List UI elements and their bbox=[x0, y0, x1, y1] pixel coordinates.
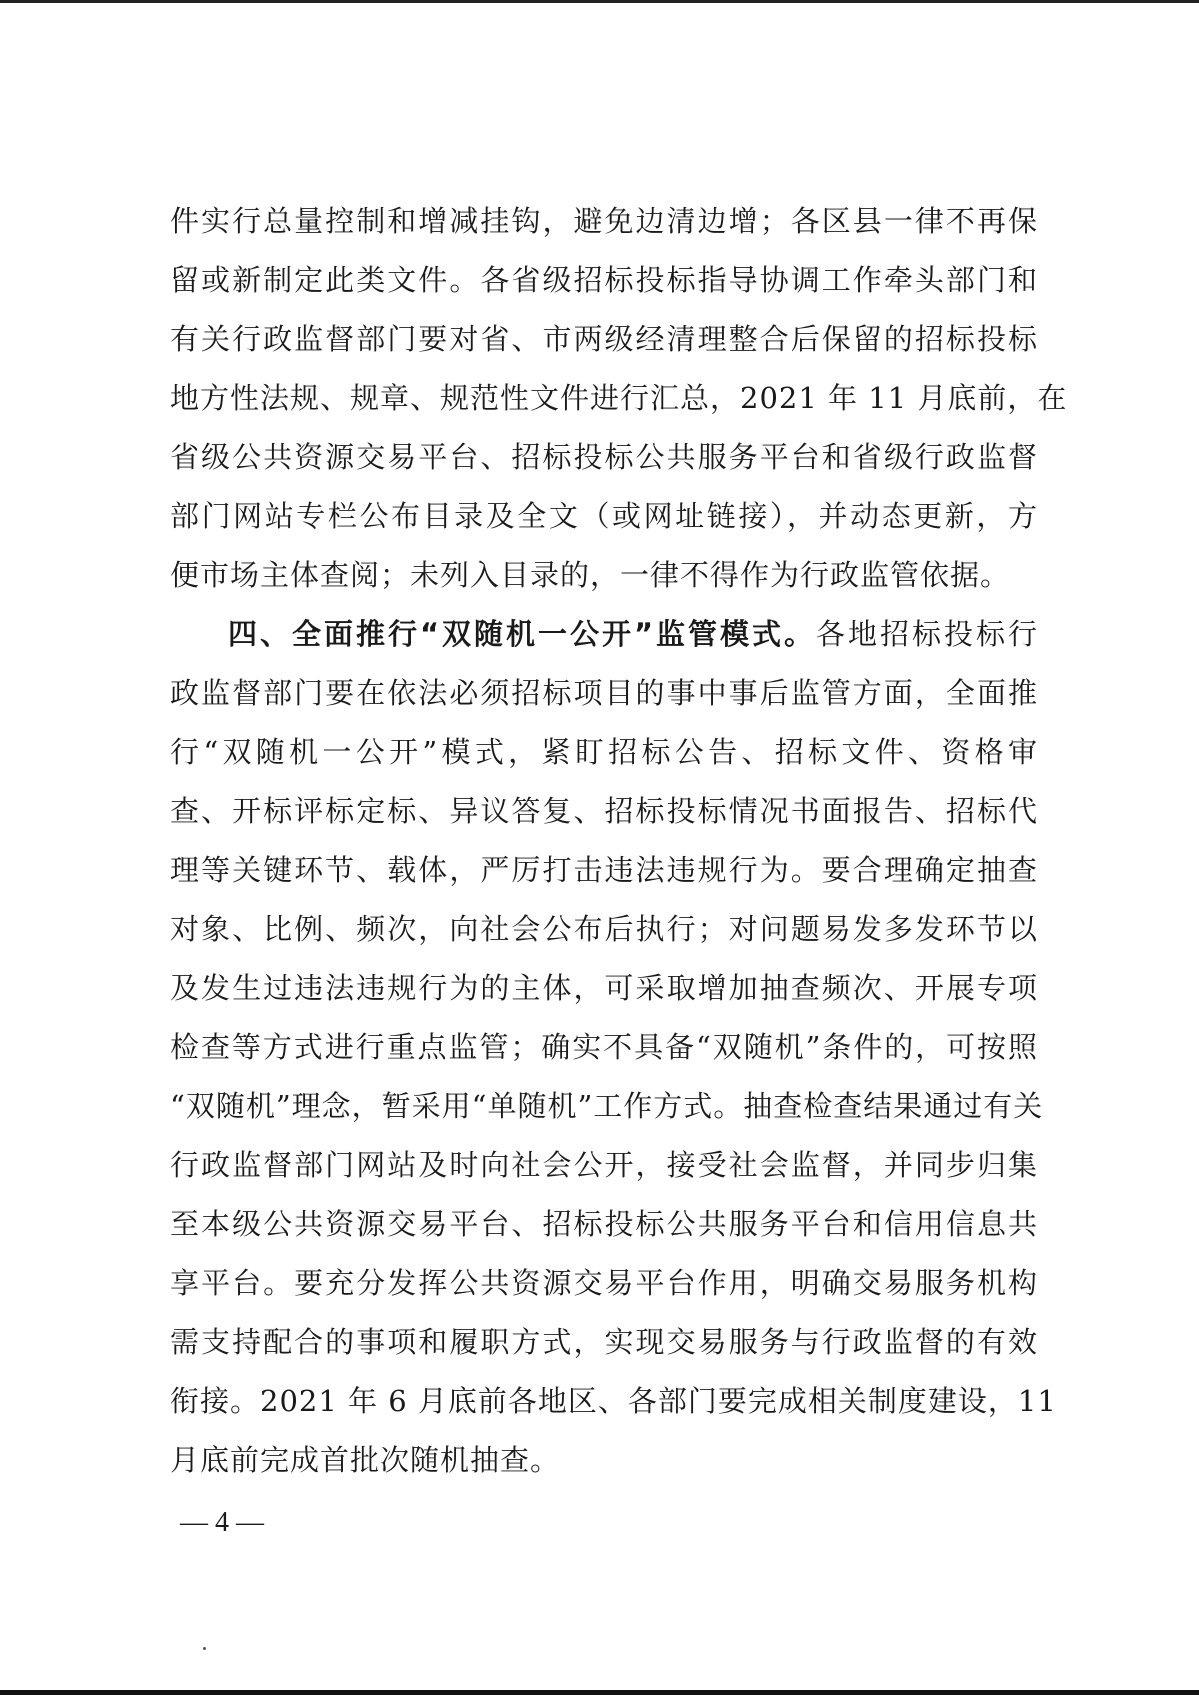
body-line-4: 地方性法规、规章、规范性文件进行汇总，2021 年 11 月底前，在 bbox=[170, 381, 1068, 415]
section-4-line: 行“双随机一公开”模式，紧盯招标公告、招标文件、资格审 bbox=[170, 735, 1038, 769]
scan-border-bottom bbox=[0, 1690, 1199, 1695]
section-4-line: 理等关键环节、载体，严厉打击违法违规行为。要合理确定抽查 bbox=[170, 853, 1038, 887]
section-4-line: 对象、比例、频次，向社会公布后执行；对问题易发多发环节以 bbox=[170, 912, 1038, 946]
section-4-heading: 四、全面推行“双随机一公开”监管模式。 bbox=[228, 617, 817, 651]
body-line-3: 有关行政监督部门要对省、市两级经清理整合后保留的招标投标 bbox=[170, 322, 1038, 356]
section-4-line: 政监督部门要在依法必须招标项目的事中事后监管方面，全面推 bbox=[170, 676, 1038, 710]
section-4-line: 享平台。要充分发挥公共资源交易平台作用，明确交易服务机构 bbox=[170, 1266, 1038, 1300]
page-number: — 4 — bbox=[180, 1507, 264, 1538]
section-4-line: “双随机”理念，暂采用“单随机”工作方式。抽查检查结果通过有关 bbox=[170, 1089, 1044, 1123]
section-4-line: 行政监督部门网站及时向社会公开，接受社会监督，并同步归集 bbox=[170, 1148, 1038, 1182]
section-4-line: 至本级公共资源交易平台、招标投标公共服务平台和信用信息共 bbox=[170, 1207, 1038, 1241]
document-body bbox=[170, 192, 1068, 1490]
body-line-7: 便市场主体查阅；未列入目录的，一律不得作为行政监管依据。 bbox=[170, 558, 1011, 592]
body-line-2: 留或新制定此类文件。各省级招标投标指导协调工作牵头部门和 bbox=[170, 263, 1038, 297]
scan-speck bbox=[203, 1647, 206, 1650]
scan-border-top bbox=[0, 0, 1199, 3]
section-4-line: 月底前完成首批次随机抽查。 bbox=[170, 1443, 561, 1477]
body-line-6: 部门网站专栏公布目录及全文（或网址链接），并动态更新，方 bbox=[170, 499, 1038, 533]
body-line-1: 件实行总量控制和增减挂钩，避免边清边增；各区县一律不再保 bbox=[170, 204, 1038, 238]
section-4-line: 查、开标评标定标、异议答复、招标投标情况书面报告、招标代 bbox=[170, 794, 1038, 828]
section-4-first-line-rest: 各地招标投标行 bbox=[816, 617, 1038, 651]
section-4-line: 衔接。2021 年 6 月底前各地区、各部门要完成相关制度建设，11 bbox=[170, 1384, 1057, 1418]
section-4-line: 检查等方式进行重点监管；确实不具备“双随机”条件的，可按照 bbox=[170, 1030, 1038, 1064]
section-4-first-line bbox=[170, 605, 1038, 664]
section-4-line: 需支持配合的事项和履职方式，实现交易服务与行政监督的有效 bbox=[170, 1325, 1038, 1359]
body-line-5: 省级公共资源交易平台、招标投标公共服务平台和省级行政监督 bbox=[170, 440, 1038, 474]
section-4-line: 及发生过违法违规行为的主体，可采取增加抽查频次、开展专项 bbox=[170, 971, 1038, 1005]
